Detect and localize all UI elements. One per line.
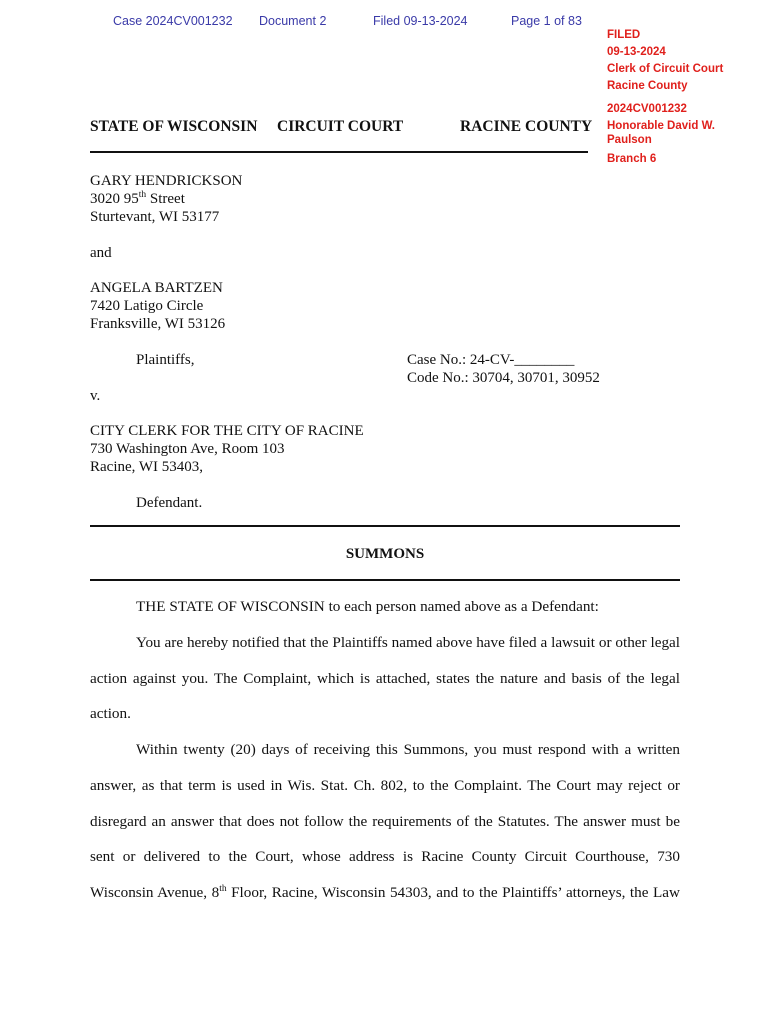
caption-county: RACINE COUNTY: [460, 118, 593, 135]
plaintiff1-city: Sturtevant, WI 53177: [90, 209, 220, 225]
defendant-label: Defendant.: [136, 495, 203, 511]
code-number: Code No.: 30704, 30701, 30952: [407, 370, 600, 386]
header-filed: Filed 09-13-2024: [373, 14, 468, 28]
caption-court: CIRCUIT COURT: [277, 118, 404, 135]
stamp-county: Racine County: [607, 80, 688, 92]
header-page: Page 1 of 83: [511, 14, 582, 28]
title-rule-top: [90, 525, 680, 527]
body-p2-line3: action.: [90, 705, 131, 722]
header-case: Case 2024CV001232: [113, 14, 233, 28]
stamp-judge-line2: Paulson: [607, 133, 652, 146]
plaintiffs-label: Plaintiffs,: [136, 352, 195, 368]
versus: v.: [90, 388, 101, 404]
plaintiff2-street: 7420 Latigo Circle: [90, 298, 204, 314]
body-p3-line5-b: Floor, Racine, Wisconsin 54303, and to the Plaintiffs’ attorneys, the Law: [226, 884, 680, 901]
plaintiff1-name: GARY HENDRICKSON: [90, 173, 243, 189]
plaintiff1-street-sup: th: [138, 190, 147, 200]
and-word: and: [90, 245, 112, 261]
case-number: Case No.: 24-CV-________: [407, 352, 575, 368]
caption-rule: [90, 151, 588, 153]
caption-state: STATE OF WISCONSIN: [90, 118, 258, 135]
defendant-city: Racine, WI 53403,: [90, 459, 204, 475]
plaintiff1-street-num: 3020 95: [90, 191, 139, 207]
plaintiff1-street: [90, 190, 185, 208]
body-p3-line3: disregard an answer that does not follow the requirements of the Statutes. The answer must be: [90, 813, 680, 830]
stamp-status: FILED: [607, 29, 641, 41]
plaintiff2-name: ANGELA BARTZEN: [90, 280, 223, 296]
plaintiff2-city: Franksville, WI 53126: [90, 316, 226, 332]
body-p3-line5: [90, 884, 680, 902]
body-p3-line1: Within twenty (20) days of receiving this Summons, you must respond with a written: [136, 741, 680, 758]
document-title: SUMMONS: [345, 546, 425, 562]
body-p3-line2: answer, as that term is used in Wis. Stat. Ch. 802, to the Complaint. The Court may reject or: [90, 777, 680, 794]
stamp-case-number: 2024CV001232: [607, 103, 687, 115]
stamp-branch: Branch 6: [607, 153, 657, 165]
body-p2-line1: You are hereby notified that the Plaintiffs named above have filed a lawsuit or other legal: [136, 634, 680, 651]
defendant-street: 730 Washington Ave, Room 103: [90, 441, 285, 457]
stamp-date: 09-13-2024: [607, 46, 666, 58]
body-p3-line4: sent or delivered to the Court, whose address is Racine County Circuit Courthouse, 730: [90, 848, 680, 865]
filing-stamp: [607, 27, 767, 168]
body-p3-line5-a: Wisconsin Avenue, 8: [90, 884, 220, 901]
title-rule-bottom: [90, 579, 680, 581]
body-p1: THE STATE OF WISCONSIN to each person named above as a Defendant:: [136, 598, 599, 615]
plaintiff1-street-rest: Street: [146, 191, 185, 207]
header-document: Document 2: [259, 14, 327, 28]
body-p3-line5-sup: th: [219, 884, 227, 894]
stamp-judge-line1: Honorable David W.: [607, 120, 715, 132]
body-p2-line2: action against you. The Complaint, which is attached, states the nature and basis of the legal: [90, 670, 680, 687]
stamp-clerk: Clerk of Circuit Court: [607, 63, 724, 75]
defendant-name: CITY CLERK FOR THE CITY OF RACINE: [90, 423, 364, 439]
